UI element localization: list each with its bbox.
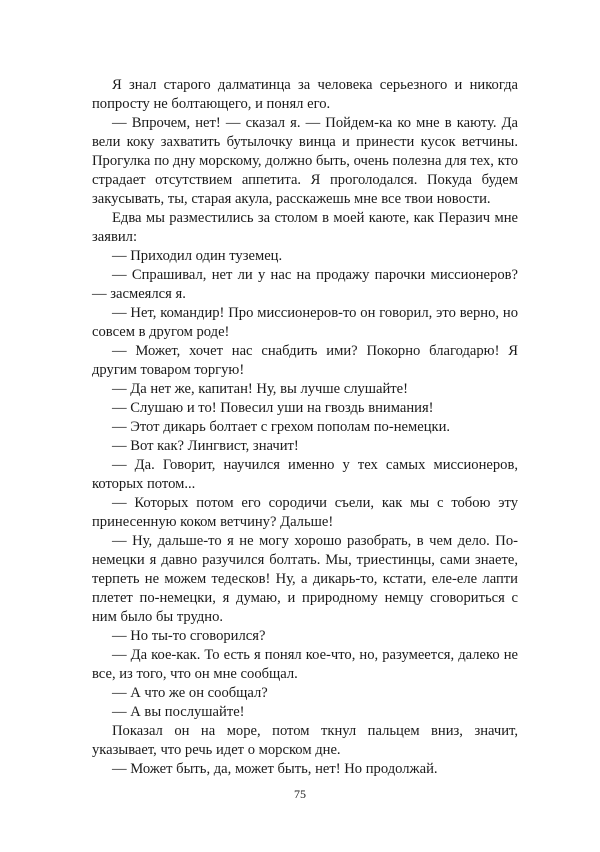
paragraph: Я знал старого далматинца за человека серьезного и никогда попросту не болтающего, и понял его.	[92, 77, 518, 112]
paragraph: — Вот как? Лингвист, значит!	[112, 438, 299, 454]
paragraph: — Да нет же, капитан! Ну, вы лучше слушайте!	[112, 381, 409, 397]
paragraph: — Спрашивал, нет ли у нас на продажу парочки миссионеров? — засмеялся я.	[92, 267, 518, 302]
paragraph: — Впрочем, нет! — сказал я. — Пойдем-ка ко мне в каюту. Да вели коку захватить бутылочку винца и принести кусок ветчины. Прогулка по дну морскому, должно быть, очень полезна для тех, кто страдает отсутствием аппетита. Я проголодался. Покуда будем закусывать, ты, старая акула, расскажешь мне все твои новости.	[92, 115, 518, 207]
paragraph: — Да. Говорит, научился именно у тех самых миссионеров, которых потом...	[92, 457, 518, 492]
paragraph: — Которых потом его сородичи съели, как мы с тобою эту принесенную коком ветчину? Дальше!	[92, 495, 518, 530]
paragraph: — Слушаю и то! Повесил уши на гвоздь внимания!	[112, 400, 434, 416]
paragraph: — А вы послушайте!	[112, 704, 245, 720]
paragraph: Едва мы разместились за столом в моей каюте, как Перазич мне заявил:	[92, 210, 518, 245]
paragraph: — Может быть, да, может быть, нет! Но продолжай.	[112, 761, 438, 777]
paragraph: — Ну, дальше-то я не могу хорошо разобрать, в чем дело. По-немецки я давно разучился болтать. Мы, триестинцы, сами знаете, терпеть не можем тедесков! Ну, а дикарь-то, кстати, еле-еле лапти плетет по-немецки, я думаю, и природному немцу сговориться с ним было бы трудно.	[92, 533, 518, 625]
page-number: 75	[294, 787, 306, 801]
paragraph: — Но ты-то сговорился?	[112, 628, 266, 644]
paragraph: — Этот дикарь болтает с грехом пополам по-немецки.	[112, 419, 451, 435]
paragraph: Показал он на море, потом ткнул пальцем вниз, значит, указывает, что речь идет о морском дне.	[92, 723, 518, 758]
paragraph: — А что же он сообщал?	[112, 685, 268, 701]
paragraph: — Приходил один туземец.	[112, 248, 283, 264]
paragraph: — Нет, командир! Про миссионеров-то он говорил, это верно, но совсем в другом роде!	[92, 305, 518, 340]
book-page-text	[92, 76, 518, 779]
paragraph: — Может, хочет нас снабдить ими? Покорно благодарю! Я другим товаром торгую!	[92, 343, 518, 378]
paragraph: — Да кое-как. То есть я понял кое-что, но, разумеется, далеко не все, из того, что он мне сообщал.	[92, 647, 518, 682]
